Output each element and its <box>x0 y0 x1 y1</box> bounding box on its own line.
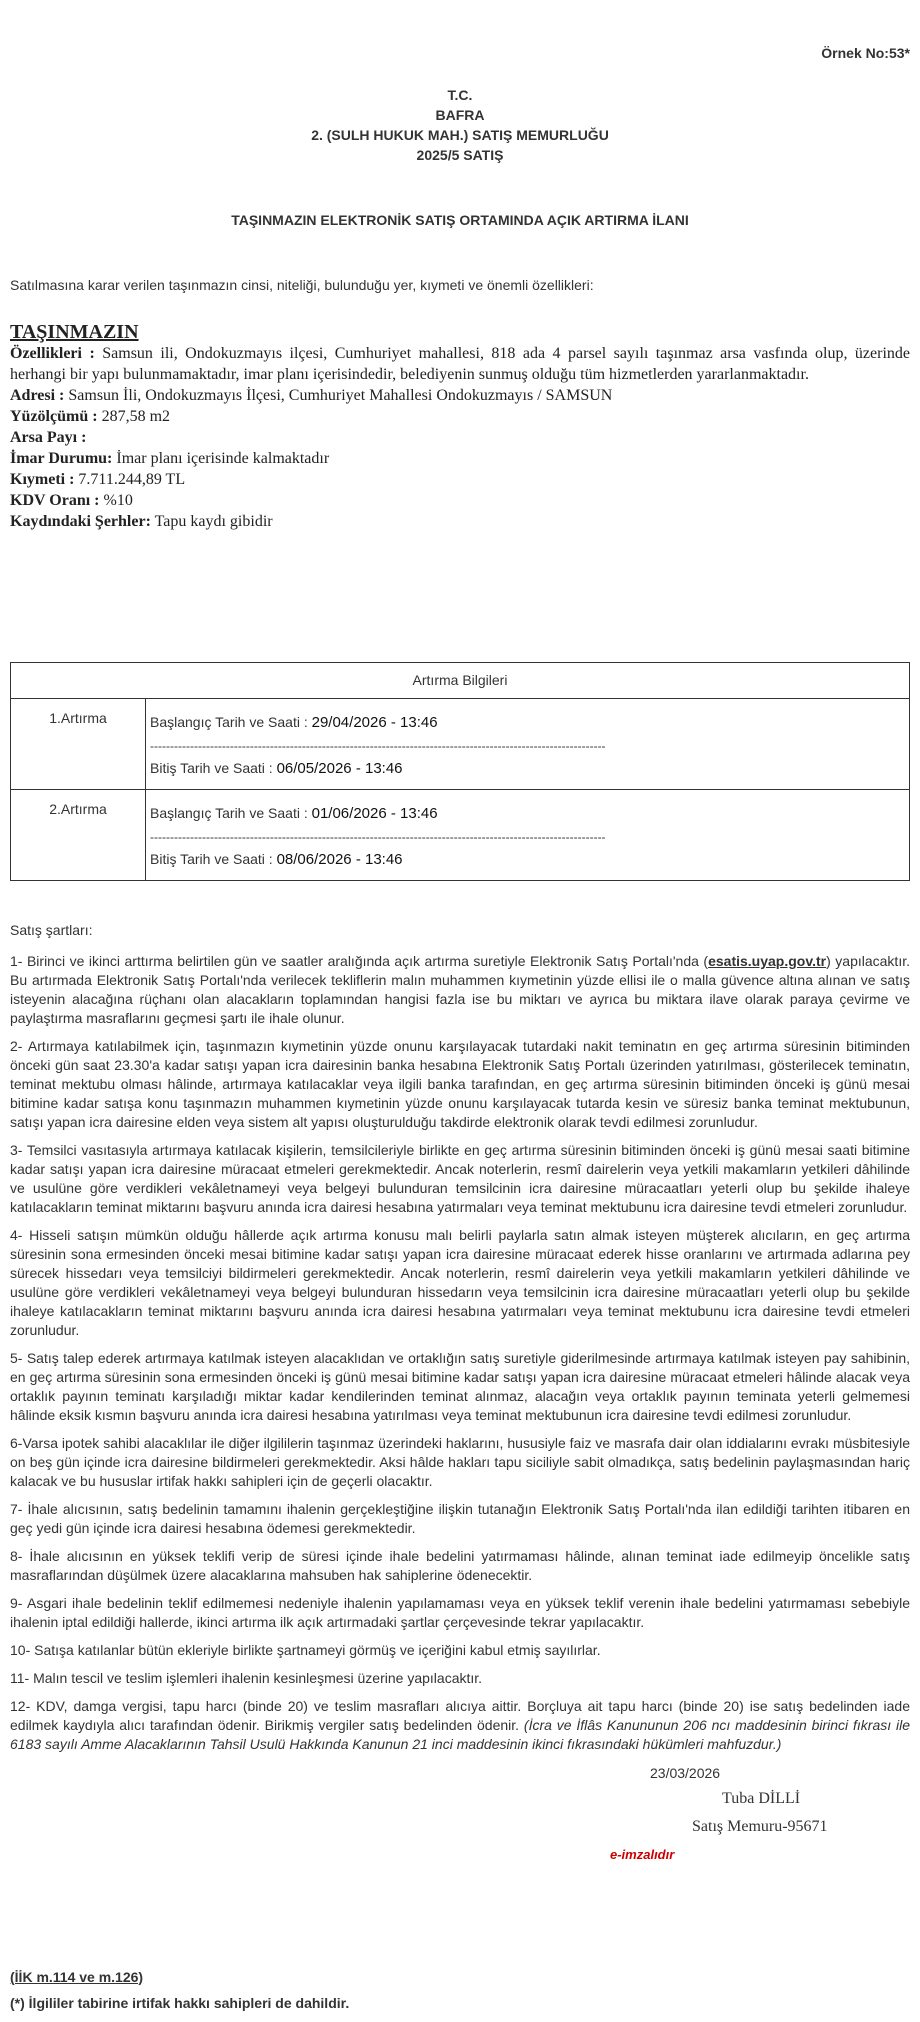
e-signature-mark: e-imzalıdır <box>610 1846 675 1862</box>
value-label: Kıymeti : <box>10 470 75 488</box>
auction-round-label: 1.Artırma <box>11 698 146 789</box>
area-value: 287,58 m2 <box>101 407 171 425</box>
condition-12-main: 12- KDV, damga vergisi, tapu harcı (binde 20) ve teslim masrafları alıcıya aittir. Borçluya ait tapu harcı (binde 20) ise satış bedelinden iade edilmek kaydıyla alıcı tarafından ödenir. Birikmiş vergiler satış bedelinden ödenir. <box>10 1697 910 1733</box>
signatory-title: Satış Memuru-95671 <box>692 1817 828 1835</box>
property-area <box>10 406 910 427</box>
condition-7: 7- İhale alıcısının, satış bedelinin tamamını ihalenin gerçekleştiğine ilişkin tutanağın Elektronik Satış Portalı'nda ilan edildiği tarihten itibaren en geç yedi gün içinde icra dairesi hesabına ödemesi gerekmektedir. <box>10 1500 910 1536</box>
page-title: TAŞINMAZIN ELEKTRONİK SATIŞ ORTAMINDA AÇIK ARTIRMA İLANI <box>231 211 689 228</box>
start-label: Başlangıç Tarih ve Saati : <box>150 713 312 730</box>
end-value: 08/06/2026 - 13:46 <box>276 850 403 868</box>
auction-round-row <box>11 789 910 880</box>
property-zoning <box>10 448 910 469</box>
property-value <box>10 469 910 490</box>
document <box>10 44 910 2013</box>
property-address <box>10 385 910 406</box>
separator-line: ------------------------------------------------------------------------------------------------------------------ <box>150 738 606 753</box>
auction-info-table <box>10 662 910 881</box>
end-value: 06/05/2026 - 13:46 <box>276 759 403 777</box>
intro-text: Satılmasına karar verilen taşınmazın cinsi, niteliği, bulunduğu yer, kıymeti ve önemli özellikleri: <box>10 276 594 293</box>
property-land-share <box>10 427 910 448</box>
address-value: Samsun İli, Ondokuzmayıs İlçesi, Cumhuriyet Mahallesi Ondokuzmayıs / SAMSUN <box>68 386 613 404</box>
conditions-title: Satış şartları: <box>10 921 93 938</box>
auction-round-label: 2.Artırma <box>11 789 146 880</box>
condition-1-post: ) yapılacaktır. Bu artırmada Elektronik Satış Portalı'nda verilecek tekliflerin malın muhammen kıymetinin yüzde ellisi ile o malla güvence altına alınan ve satış isteyenin alacağına rüçhanı olan alacakların toplamından hangisi fazla ise bu miktarı ve ayrıca bu miktara ilave olarak paraya çevirme ve paylaştırma masraflarını geçmesi şartı ile ihale olunur. <box>10 952 910 1026</box>
condition-3: 3- Temsilci vasıtasıyla artırmaya katılacak kişilerin, temsilcileriyle birlikte en geç artırma süresinin bitiminden önceki iş günü mesai saati bitimine kadar satışı yapan icra dairesine müracaat etmeleri gerekmektedir. Ancak noterlerin, resmî dairelerin veya yetkili makamların yetkileri dâhilinde ve usulüne göre verdikleri vekâletnameyi veya belgeyi bulunduran temsilcinin icra dairesine müracaatları yeterli olup bu şekilde ihaleye katılacakların teminat miktarını başvuru anında icra dairesi hesabına yatırmaları veya teminat mektubunu icra dairesine tevdi etmeleri zorunludur. <box>10 1141 910 1215</box>
sample-number: Örnek No:53* <box>821 45 910 61</box>
auction-round-info <box>146 698 910 789</box>
value-amount: 7.711.244,89 TL <box>78 470 186 488</box>
auction-end <box>150 846 905 872</box>
condition-1-pre: 1- Birinci ve ikinci arttırma belirtilen gün ve saatler aralığında açık artırma suretiyle Elektronik Satış Portalı'nda ( <box>10 952 709 969</box>
condition-2: 2- Artırmaya katılabilmek için, taşınmazın kıymetinin yüzde onunu karşılayacak tutardaki nakit teminatın en geç artırma süresinin bitiminden önceki gün saat 23.30'a kadar satışı yapan icra dairesinin banka hesabına Elektronik Satış Portalı üzerinden yatırılması, gösterilecek teminatın, teminat mektubu olması hâlinde, artırmaya katılacaklar veya ilgili banka tarafından, en geç artırma süresinin bitiminden önceki iş günü mesai bitimine kadar satışa konu taşınmazın muhammen kıymetinin yüzde onunu karşılayacak tutarda kesin ve süresiz banka teminat mektubunun, satışı yapan icra dairesine elden veya sistem alt yapısı oluşturulduğu takdirde elektronik olarak tevdi edilmesi zorunludur. <box>10 1037 910 1130</box>
start-value: 29/04/2026 - 13:46 <box>311 713 438 731</box>
start-label: Başlangıç Tarih ve Saati : <box>150 804 312 821</box>
condition-9: 9- Asgari ihale bedelinin teklif edilmemesi nedeniyle ihalenin yapılamaması veya en yüksek teklif verenin ihale bedelini yatırmaması sebebiyle ihalenin iptal edildiği hallerde, ikinci artırma ilk açık artırmadaki şartlar çerçevesinde tekrar yapılacaktır. <box>10 1594 910 1630</box>
features-label: Özellikleri : <box>10 344 95 362</box>
area-label: Yüzölçümü : <box>10 407 98 425</box>
property-heading: TAŞINMAZIN <box>10 320 139 343</box>
condition-8: 8- İhale alıcısının en yüksek teklifi verip de süresi içinde ihale bedelini yatırmaması hâlinde, alınan teminat iade edilmeyip öncelikle satış masraflarından düşülmek üzere alacaklarına mahsuben hak sahiplerine ödenecektir. <box>10 1547 910 1583</box>
zoning-label: İmar Durumu: <box>10 449 113 467</box>
auction-end <box>150 755 905 781</box>
features-value: Samsun ili, Ondokuzmayıs ilçesi, Cumhuriyet mahallesi, 818 ada 4 parsel sayılı taşınmaz arsa vasfında olup, üzerinde herhangi bir yapı bulunmamaktadır, imar planı içerisindedir, belediyenin sunmuş olduğu tüm hizmetlerden yararlanmaktadır. <box>10 344 911 383</box>
condition-10: 10- Satışa katılanlar bütün ekleriyle birlikte şartnameyi görmüş ve içeriğini kabul etmiş sayılırlar. <box>10 1641 601 1658</box>
property-details <box>10 321 910 532</box>
vat-label: KDV Oranı : <box>10 491 100 509</box>
property-features <box>10 343 910 385</box>
law-reference: (İİK m.114 ve m.126) <box>10 1968 144 1985</box>
header-line-tc: T.C. <box>447 86 473 103</box>
condition-4: 4- Hisseli satışın mümkün olduğu hâllerde açık artırma konusu malı belirli paylarla satın almak isteyen müşterek alıcıların, en geç artırma süresinin sona ermesinden önceki mesai bitimine kadar satışı yapan icra dairesine müracaat ederek hisse oranlarını ve artırmada adlarına pey sürecek hissedarı veya temsilciyi bildirmeleri gerekmektedir. Ancak noterlerin, resmî dairelerin veya yetkili makamların yetkileri dâhilinde ve usulüne göre verdikleri vekâletnameyi veya belgeyi bulunduran hissedarın veya temsilcinin icra dairesine müracaatları yeterli olup bu şekilde ihaleye katılacakların teminat miktarını başvuru anında icra dairesi hesabına yatırmaları veya teminat mektubunu icra dairesine tevdi etmeleri zorunludur. <box>10 1226 910 1338</box>
condition-1 <box>10 952 910 1028</box>
annotations-label: Kaydındaki Şerhler: <box>10 512 151 530</box>
conditions-list <box>10 952 910 1754</box>
end-label: Bitiş Tarih ve Saati : <box>150 850 277 867</box>
condition-6: 6-Varsa ipotek sahibi alacaklılar ile diğer ilgililerin taşınmaz üzerindeki haklarını, hususiyle faiz ve masrafa dair olan iddialarını evrakı müsbitesiyle on beş gün içinde icra dairesine bildirmeleri gerekmektedir. Aksi hâlde hakları tapu siciliyle sabit olmadıkça, satış bedelinin paylaşmasından hariç kalacak ve bu hususlar irtifak hakkı sahipleri için de geçerli olacaktır. <box>10 1434 910 1489</box>
signatory-name: Tuba DİLLİ <box>722 1789 801 1807</box>
portal-link[interactable]: esatis.uyap.gov.tr <box>708 952 827 969</box>
footer-note: (*) İlgililer tabirine irtifak hakkı sahipleri de dahildir. <box>10 1995 350 2012</box>
header-line-office: 2. (SULH HUKUK MAH.) SATIŞ MEMURLUĞU <box>311 126 609 143</box>
land-share-label: Arsa Payı : <box>10 428 87 446</box>
annotations-value: Tapu kaydı gibidir <box>154 512 273 530</box>
auction-start <box>150 709 905 735</box>
end-label: Bitiş Tarih ve Saati : <box>150 759 277 776</box>
vat-value: %10 <box>103 491 133 509</box>
auction-start <box>150 800 905 826</box>
auction-round-info <box>146 789 910 880</box>
signature-date: 23/03/2026 <box>650 1764 721 1781</box>
auction-table-header-row <box>11 662 910 698</box>
condition-11: 11- Malın tescil ve teslim işlemleri ihalenin kesinleşmesi üzerine yapılacaktır. <box>10 1669 483 1686</box>
auction-round-row <box>11 698 910 789</box>
header-line-file: 2025/5 SATIŞ <box>416 146 504 163</box>
auction-table-header: Artırma Bilgileri <box>11 662 910 698</box>
property-annotations <box>10 511 910 532</box>
zoning-value: İmar planı içerisinde kalmaktadır <box>116 449 330 467</box>
property-vat <box>10 490 910 511</box>
condition-12-legal-note: (İcra ve İflâs Kanununun 206 ncı maddesinin birinci fıkrası ile 6183 sayılı Amme Alacaklarının Tahsil Usulü Hakkında Kanunun 21 inci maddesinin ikinci fıkrasındaki hükümleri mahfuzdur.) <box>10 1716 910 1752</box>
signature-block <box>10 1764 910 1884</box>
condition-12 <box>10 1697 910 1754</box>
condition-5: 5- Satış talep ederek artırmaya katılmak isteyen alacaklıdan ve ortaklığın satış suretiyle giderilmesinde artırmaya katılmak isteyen pay sahibinin, en geç artırma süresinin sona ermesinden önceki iş günü mesai bitimine kadar satışı yapan icra dairesine müracaat etmeleri hâlinde alacak veya ortaklık payının teminatı karşıladığı miktar kadar kendilerinden teminat alınmaz, alacağın veya ortaklık payının teminata yeterli gelmemesi hâlinde eksik kısmın başvuru anında icra dairesi hesabına yatırılması veya teminat mektubunun icra dairesine tevdi edilmesi zorunludur. <box>10 1349 910 1423</box>
start-value: 01/06/2026 - 13:46 <box>311 804 438 822</box>
separator-line: ------------------------------------------------------------------------------------------------------------------ <box>150 829 606 844</box>
header-line-city: BAFRA <box>435 106 485 123</box>
document-header <box>10 85 910 165</box>
address-label: Adresi : <box>10 386 65 404</box>
